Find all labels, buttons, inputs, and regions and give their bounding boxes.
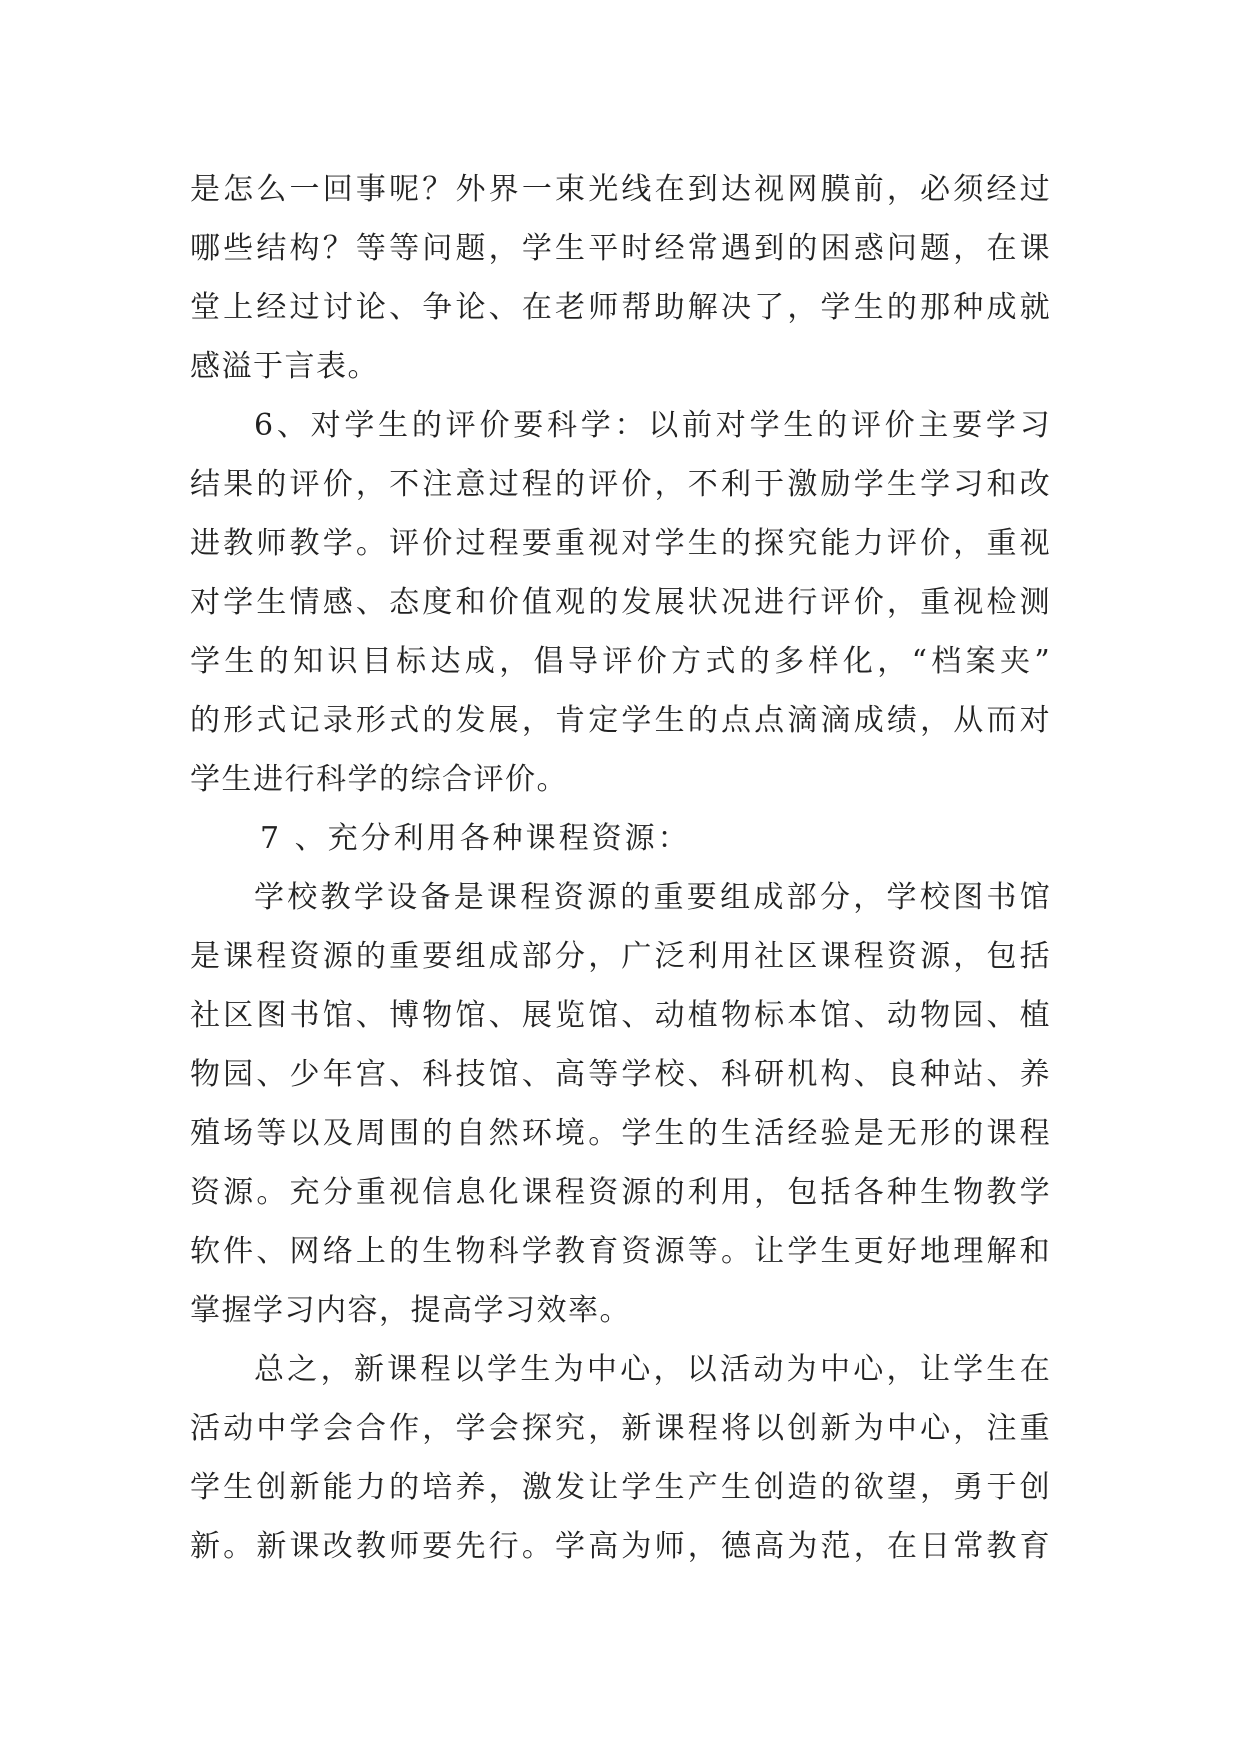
text-line: 学生创新能力的培养，激发让学生产生创造的欲望，勇于创 bbox=[190, 1470, 1050, 1505]
section-heading: 7 、充分利用各种课程资源： bbox=[260, 821, 691, 856]
text-line: 的形式记录形式的发展，肯定学生的点点滴滴成绩，从而对 bbox=[190, 703, 1050, 738]
text-line: 软件、网络上的生物科学教育资源等。让学生更好地理解和 bbox=[190, 1234, 1050, 1269]
text-line: 对学生情感、态度和价值观的发展状况进行评价，重视检测 bbox=[190, 585, 1050, 620]
text-line: 是怎么一回事呢？外界一束光线在到达视网膜前，必须经过 bbox=[190, 172, 1050, 207]
text-line: 总之，新课程以学生为中心，以活动为中心，让学生在 bbox=[254, 1352, 1050, 1387]
text-line: 感溢于言表。 bbox=[190, 349, 379, 384]
text-line: 哪些结构？等等问题，学生平时经常遇到的困惑问题，在课 bbox=[190, 231, 1050, 266]
text-line: 物园、少年宫、科技馆、高等学校、科研机构、良种站、养 bbox=[190, 1057, 1050, 1092]
text-line: 结果的评价，不注意过程的评价，不利于激励学生学习和改 bbox=[190, 467, 1050, 502]
text-line: 学校教学设备是课程资源的重要组成部分，学校图书馆 bbox=[254, 880, 1050, 915]
text-line: 学生的知识目标达成，倡导评价方式的多样化，“档案夹” bbox=[190, 644, 1050, 679]
text-line: 学生进行科学的综合评价。 bbox=[190, 762, 568, 797]
text-line: 6、对学生的评价要科学：以前对学生的评价主要学习 bbox=[254, 408, 1050, 443]
text-line: 新。新课改教师要先行。学高为师，德高为范，在日常教育 bbox=[190, 1529, 1050, 1564]
text-line: 资源。充分重视信息化课程资源的利用，包括各种生物教学 bbox=[190, 1175, 1050, 1210]
text-line: 堂上经过讨论、争论、在老师帮助解决了，学生的那种成就 bbox=[190, 290, 1050, 325]
text-line: 社区图书馆、博物馆、展览馆、动植物标本馆、动物园、植 bbox=[190, 998, 1050, 1033]
text-line: 进教师教学。评价过程要重视对学生的探究能力评价，重视 bbox=[190, 526, 1050, 561]
text-line: 殖场等以及周围的自然环境。学生的生活经验是无形的课程 bbox=[190, 1116, 1050, 1151]
body-text bbox=[190, 160, 1050, 1576]
text-line: 是课程资源的重要组成部分，广泛利用社区课程资源，包括 bbox=[190, 939, 1050, 974]
text-line: 掌握学习内容，提高学习效率。 bbox=[190, 1293, 631, 1328]
text-line: 活动中学会合作，学会探究，新课程将以创新为中心，注重 bbox=[190, 1411, 1050, 1446]
